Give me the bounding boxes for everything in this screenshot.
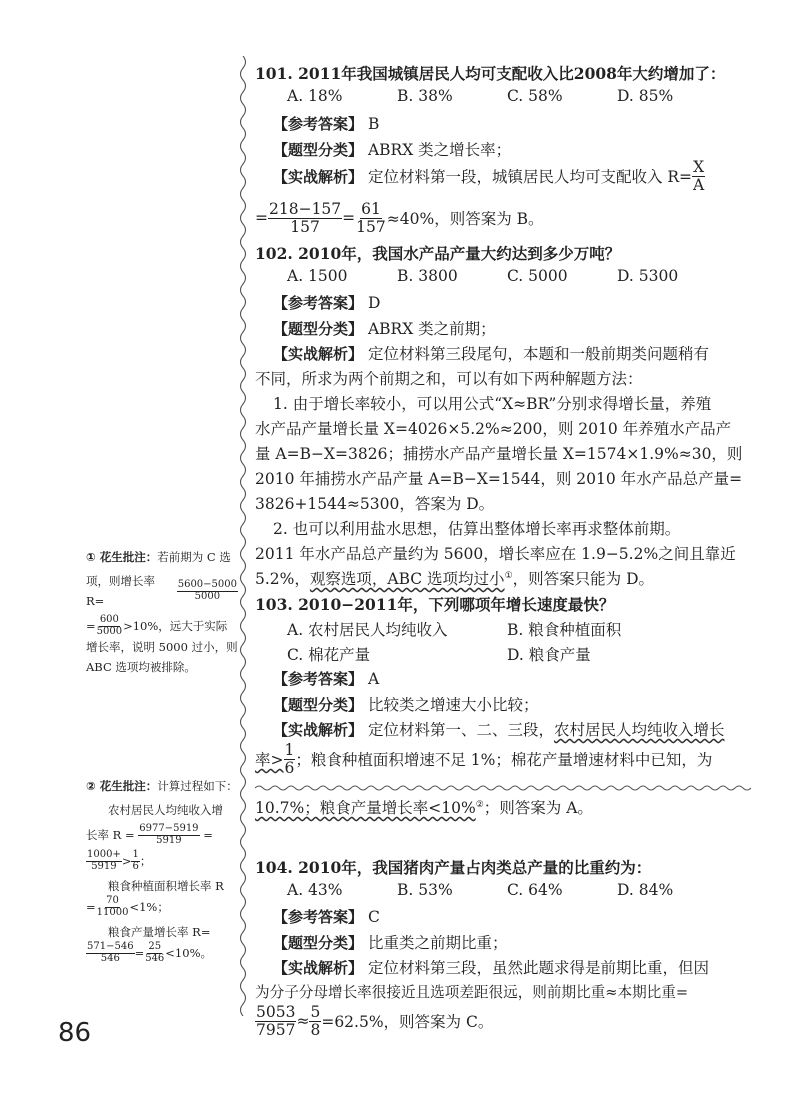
q102-analysis-line: 水产品产量增长量 X=4026×5.2%≈200，则 2010 年养殖水产品产 [255,420,732,438]
q101-analysis-text: 定位材料第一段，城镇居民人均可支配收入 R= [367,168,693,186]
wavy-underline-annotation: 观察选项，ABC 选项均过小 [309,570,505,588]
answer-label: 【参考答案】 [273,908,364,926]
q102-analysis-line: 2. 也可以利用盐水思想，估算出整体增长率再求整体前期。 [273,520,681,538]
q102-analysis-line: 不同，所求为两个前期之和，可以有如下两种解题方法： [255,370,643,388]
q102-option-a: A. 1500 [287,267,348,285]
q103-options-row2 [287,643,591,665]
q104-option-c: C. 64% [507,881,563,899]
q102-option-c: C. 5000 [507,267,568,285]
q103-analysis-line2: 率> $\frac{1}{6}$ ；粮食种植面积增速不足 1%；棉花产量增速材料中已知，为 [255,741,713,777]
q103-options-row1 [287,618,621,640]
analysis-label: 【实战解析】 [273,167,364,186]
margin-note-2: ② 花生批注：计算过程如下： 农村居民人均纯收入增 长率 R = $\frac{6977-5919}{5919}$ = $\frac{1000+}{5919}$ > $\frac{1}{6}$ ； 粮食种植面积增长率 R = $\frac{70}{11000}$ <1%； 粮食产量增长率 R= $\frac{571-546}{546}$ = $\frac{25}{546}$ <10%。 [86,779,238,964]
q101-calculation: = $\frac{218-157}{157}$ = $\frac{61}{157}$ ≈40%，则答案为 B。 [255,200,544,236]
q104-stem: 104. 2010年，我国猪肉产量占肉类总产量的比重约为： [255,858,652,877]
q102-option-d: D. 5300 [617,267,679,285]
analysis-label: 【实战解析】 [273,345,364,363]
fraction: $\frac{X}{A}$ [693,158,705,194]
q104-calculation: $\frac{5053}{7957}$ ≈ $\frac{5}{8}$ =62.5%，则答案为 C。 [256,1003,494,1039]
type-label: 【题型分类】 [273,141,364,159]
q102-analysis-line: 2010 年捕捞水产品产量 A=B−X=1544，则 2010 年水产品总产量= [255,470,743,488]
footnote-marker: ① [504,570,513,581]
q101-options [287,87,673,105]
q104-type: 比重类之前期比重； [367,934,508,952]
q103-type: 比较类之增速大小比较； [367,696,539,714]
q103-option-a: A. 农村居民人均纯收入 [287,621,448,639]
q103-option-c: C. 棉花产量 [287,646,371,664]
q103-option-b: B. 粮食种植面积 [507,621,622,639]
q103-option-d: D. 粮食产量 [507,646,591,664]
q104-option-a: A. 43% [287,881,343,899]
q103-stem: 103. 2010−2011年，下列哪项年增长速度最快？ [255,595,615,614]
q102-analysis-line: 1. 由于增长率较小，可以用公式“X≈BR”分别求得增长量，养殖 [273,395,712,413]
q101-stem: 101. 2011年我国城镇居民人均可支配收入比2008年大约增加了： [255,64,726,83]
q104-option-d: D. 84% [617,881,674,899]
q103-analysis-line: 定位材料第一、二、三段， [367,721,554,739]
answer-label: 【参考答案】 [273,670,364,688]
q101-option-d: D. 85% [617,87,674,105]
wavy-separator [255,784,755,792]
q102-options [287,267,678,285]
analysis-label: 【实战解析】 [273,721,364,739]
q101-option-b: B. 38% [397,87,453,105]
q101-type: ABRX 类之增长率； [367,141,512,159]
q102-answer: D [367,294,381,312]
wavy-underline-annotation: 农村居民人均纯收入增长 [553,721,725,739]
type-label: 【题型分类】 [273,696,364,714]
q104-options [287,881,673,899]
q102-analysis-line: 定位材料第三段尾句，本题和一般前期类问题稍有 [367,345,709,363]
q104-analysis-line: 定位材料第三段，虽然此题求得是前期比重，但因 [367,959,709,977]
answer-label: 【参考答案】 [273,294,364,312]
wavy-divider-line [236,56,250,1016]
note-tag: ② 花生批注： [86,779,158,793]
margin-note-1: ① 花生批注：若前期为 C 选 项，则增长率 R= $\frac{5600-5000}{5000}$ = $\frac{600}{5000}$ >10%，远大于实际 增长率，说明 5000 过小，则 ABC 选项均被排除。 [86,550,238,674]
q102-analysis-line: 量 A=B−X=3826；捕捞水产品产量增长量 X=1574×1.9%≈30，则 [255,445,743,463]
q101-option-a: A. 18% [287,87,343,105]
analysis-label: 【实战解析】 [273,959,364,977]
q104-analysis-line: 为分子分母增长率很接近且选项差距很远，则前期比重≈本期比重= [255,984,689,1001]
type-label: 【题型分类】 [273,320,364,338]
q101-option-c: C. 58% [507,87,563,105]
q102-analysis-last-line: 5.2%，观察选项，ABC 选项均过小①，则答案只能为 D。 [255,570,654,588]
q104-option-b: B. 53% [397,881,453,899]
page-number: 86 [58,1018,92,1048]
q102-stem: 102. 2010年，我国水产品产量大约达到多少万吨？ [255,244,621,263]
q103-analysis-line3: 10.7%；粮食产量增长率<10%②；则答案为 A。 [255,799,593,817]
q101-answer: B [367,115,380,133]
q102-type: ABRX 类之前期； [367,320,496,338]
q104-answer: C [367,908,380,926]
q102-option-b: B. 3800 [397,267,458,285]
note-tag: ① 花生批注： [86,550,158,564]
type-label: 【题型分类】 [273,934,364,952]
q102-analysis-line: 3826+1544≈5300，答案为 D。 [255,495,495,513]
answer-label: 【参考答案】 [273,115,364,133]
q103-answer: A [367,670,380,688]
q102-analysis-line: 2011 年水产品总产量约为 5600，增长率应在 1.9−5.2%之间且靠近 [255,545,736,563]
